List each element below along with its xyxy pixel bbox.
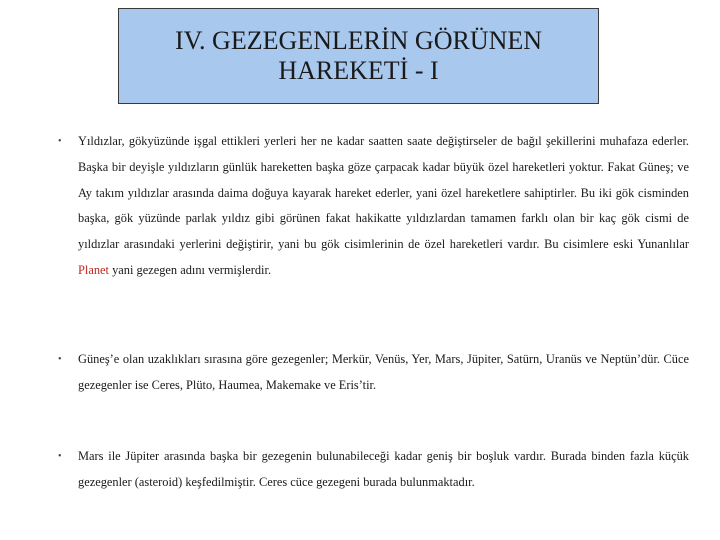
paragraph-text: Mars ile Jüpiter arasında başka bir gezegenin bulunabileceği kadar geniş bir boşluk vardır. Burada binden fazla küçük gezegenler (asteroid) keşfedilmiştir. Ceres cüce gezegeni burada bulunmaktadır. bbox=[78, 449, 689, 489]
slide-title-line-1: IV. GEZEGENLERİN GÖRÜNEN bbox=[174, 26, 543, 55]
bullet-paragraph-stars bbox=[78, 129, 689, 284]
planet-highlight-word: Planet bbox=[78, 262, 109, 277]
paragraph-text: Güneş’e olan uzaklıkları sırasına göre gezegenler; Merkür, Venüs, Yer, Mars, Jüpiter, Satürn, Uranüs ve Neptün’dür. Cüce gezegenler ise Ceres, Plüto, Haumea, Makemake ve Eris’tir. bbox=[78, 352, 689, 392]
bullet-paragraph-planets-list bbox=[78, 347, 689, 399]
paragraph-text: Yıldızlar, gökyüzünde işgal ettikleri yerleri her ne kadar saatten saate değiştirseler de bağıl şekillerini muhafaza ederler. Başka bir deyişle yıldızların günlük hareketten başka göze çarpacak kadar büyük özel hareketleri yoktur. Fakat Güneş; ve Ay takım yıldızlar arasında daima doğuya kayarak hareket ederler, yani özel hareketlere sahiptirler. Bu iki gök cisminden başka, gök yüzünde parlak yıldız gibi görünen fakat hakikatte yıldızlardan tamamen farklı olan bir kaç gök cismi de yıldızlar arasındaki yerlerini değiştirir, yani bu gök cisimlerinin de özel hareketleri vardır. Bu cisimlere eski Yunanlılar bbox=[78, 134, 689, 252]
bullet-paragraph-asteroids bbox=[78, 444, 689, 496]
slide-title-box bbox=[118, 8, 599, 104]
slide-title-line-2: HAREKETİ - I bbox=[278, 56, 439, 85]
paragraph-text-end: yani gezegen adını vermişlerdir. bbox=[108, 262, 272, 277]
